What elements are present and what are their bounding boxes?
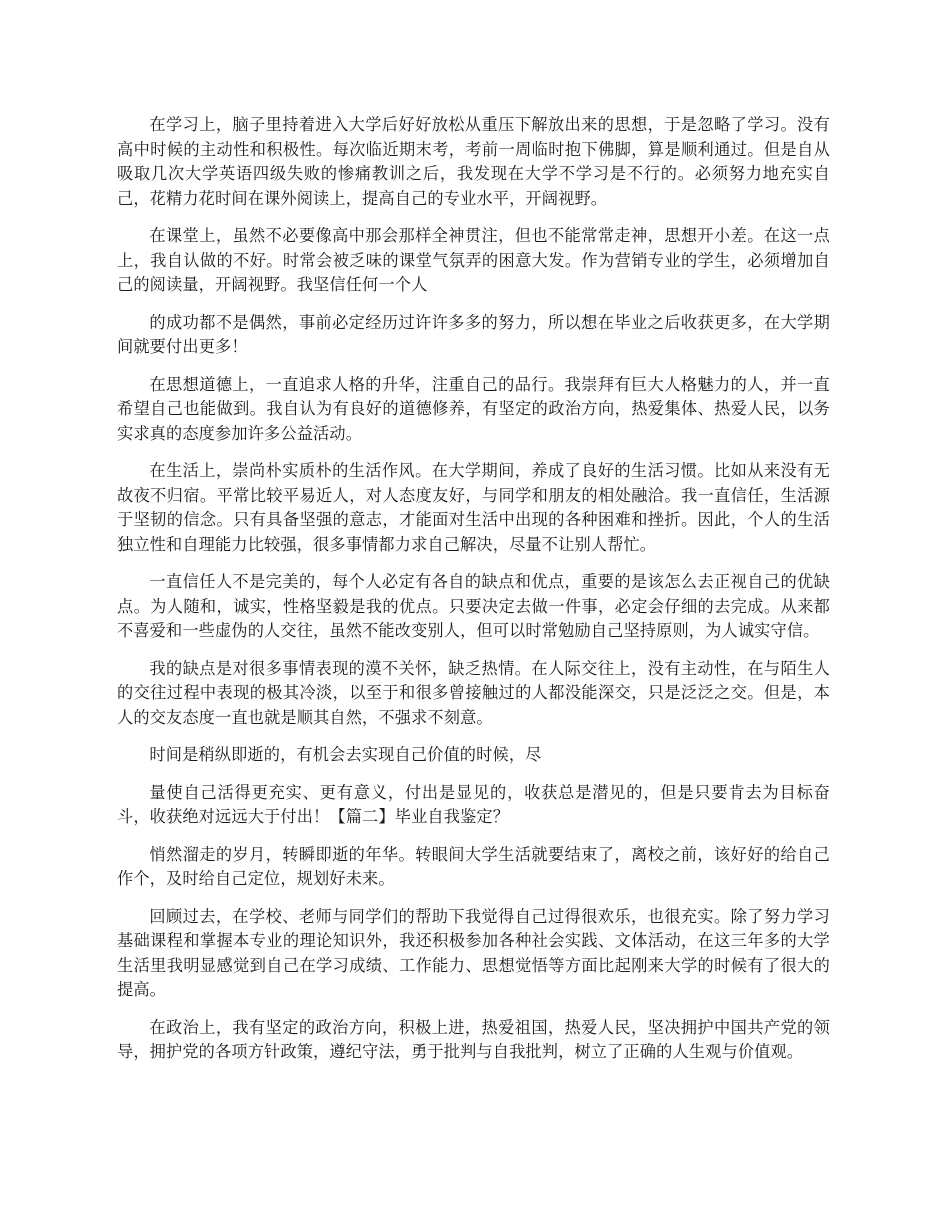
paragraph-morality: 在思想道德上，一直追求人格的升华，注重自己的品行。我崇拜有巨大人格魅力的人，并一直希望自己也能做到。我自认为有良好的道德修养，有坚定的政治方向，热爱集体、热爱人民，以务实求真的态度参加许多公益活动。 [117, 374, 830, 443]
paragraph-classroom: 在课堂上，虽然不必要像高中那会那样全神贯注，但也不能常常走神，思想开小差。在这一点上，我自认做的不好。时常会被乏味的课堂气氛弄的困意大发。作为营销专业的学生，必须增加自己的阅读量，开阔视野。我坚信任何一个人 [117, 226, 830, 294]
paragraph-life: 在生活上，崇尚朴实质朴的生活作风。在大学期间，养成了良好的生活习惯。比如从来没有无故夜不归宿。平常比较平易近人，对人态度友好，与同学和朋友的相处融洽。我一直信任，生活源于坚韧的信念。只有具备坚强的意志，才能面对生活中出现的各种困难和挫折。因此，个人的生活独立性和自理能力比较强，很多事情都力求自己解决，尽量不让别人帮忙。 [117, 461, 830, 554]
paragraph-study: 在学习上，脑子里持着进入大学后好好放松从重压下解放出来的思想，于是忽略了学习。没有高中时候的主动性和积极性。每次临近期末考，考前一周临时抱下佛脚，算是顺利通过。但是自从吸取几次大学英语四级失败的惨痛教训之后，我发现在大学不学习是不行的。必须努力地充实自己，花精力花时间在课外阅读上，提高自己的专业水平，开阔视野。 [117, 115, 830, 208]
paragraph-weaknesses: 我的缺点是对很多事情表现的漠不关怀，缺乏热情。在人际交往上，没有主动性，在与陌生人的交往过程中表现的极其冷淡，以至于和很多曾接触过的人都没能深交，只是泛泛之交。但是，本人的交友态度一直也就是顺其自然，不强求不刻意。 [117, 658, 830, 727]
paragraph-time: 时间是稍纵即逝的，有机会去实现自己价值的时候，尽 [149, 745, 542, 764]
paragraph-politics: 在政治上，我有坚定的政治方向，积极上进，热爱祖国，热爱人民，坚决拥护中国共产党的领导，拥护党的各项方针政策，遵纪守法，勇于批判与自我批判，树立了正确的人生观与价值观。 [117, 1017, 830, 1061]
paragraph-success: 的成功都不是偶然，事前必定经历过许许多多的努力，所以想在毕业之后收获更多，在大学期间就要付出更多！ [117, 312, 830, 356]
paragraph-effort: 量使自己活得更充实、更有意义，付出是显见的，收获总是潜见的，但是只要肯去为目标奋斗，收获绝对远远大于付出！【篇二】毕业自我鉴定？ [117, 782, 830, 826]
paragraph-strengths: 一直信任人不是完美的，每个人必定有各自的缺点和优点，重要的是该怎么去正视自己的优缺点。为人随和，诚实，性格坚毅是我的优点。只要决定去做一件事，必定会仔细的去完成。从来都不喜爱和一些虚伪的人交往，虽然不能改变别人，但可以时常勉励自己坚持原则，为人诚实守信。 [117, 572, 830, 640]
paragraph-review: 回顾过去，在学校、老师与同学们的帮助下我觉得自己过得很欢乐，也很充实。除了努力学习基础课程和掌握本专业的理论知识外，我还积极参加各种社会实践、文体活动，在这三年多的大学生活里我明显感觉到自己在学习成绩、工作能力、思想觉悟等方面比起刚来大学的时候有了很大的提高。 [117, 906, 830, 999]
paragraph-years: 悄然溜走的岁月，转瞬即逝的年华。转眼间大学生活就要结束了，离校之前，该好好的给自己作个，及时给自己定位，规划好未来。 [117, 844, 830, 888]
